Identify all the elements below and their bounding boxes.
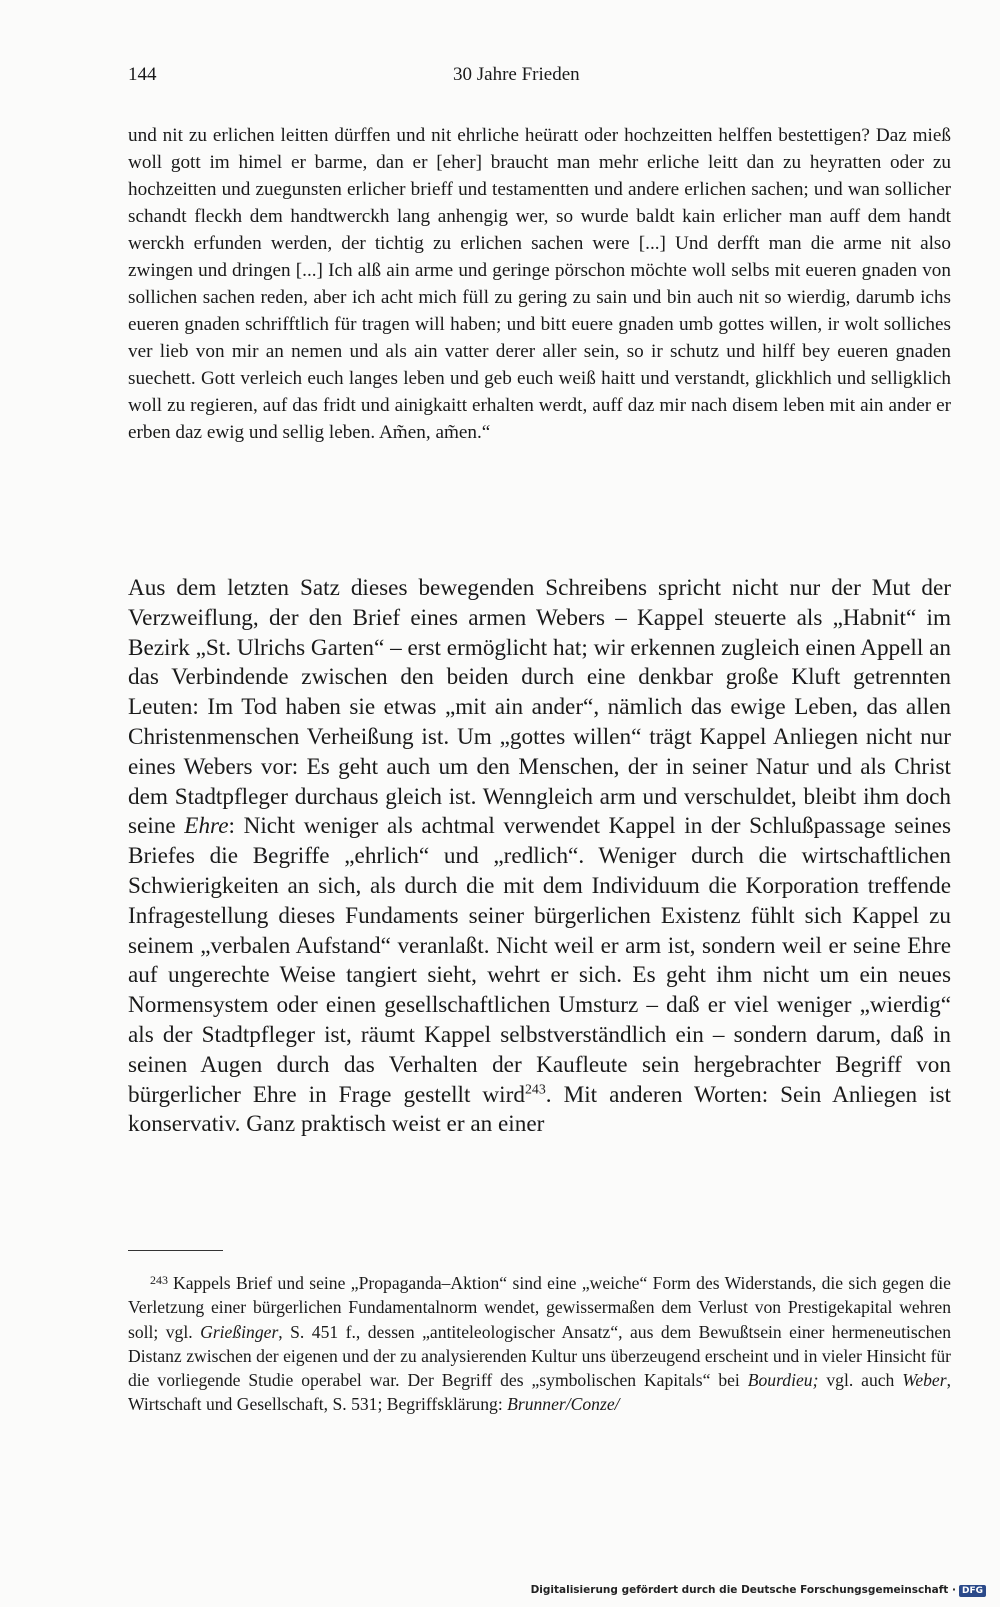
author-name: Weber: [902, 1370, 947, 1391]
author-name: Grießinger: [200, 1321, 279, 1342]
running-title: 30 Jahre Frieden: [453, 64, 580, 85]
page-header: [128, 64, 954, 94]
body-text-part: Aus dem letzten Satz dieses bewegenden Schreibens spricht nicht nur der Mut der Verzweiflung, der den Brief eines armen Webers – Kappel steuerte als „Habnit“ im Bezirk „St. Ulrichs Garten“ – erst ermöglicht hat; wir erkennen zugleich einen Appell an das Verbindende zwischen den beiden durch eine denkbar große Kluft getrennten Leuten: Im Tod haben sie etwas „mit ain ander“, nämlich das ewige Leben, das allen Christenmenschen Verheißung ist. Um „gottes willen“ trägt Kappel Anliegen nicht nur eines Webers vor: Es geht auch um den Menschen, der in seiner Natur und als Christ dem Stadtpfleger durchaus gleich ist. Wenngleich arm und verschuldet, bleibt ihm doch seine: [128, 575, 951, 840]
footnote-separator: [128, 1250, 223, 1251]
body-paragraph: [128, 574, 951, 1140]
body-text-part: : Nicht weniger als achtmal verwendet Kappel in der Schlußpassage seines Briefes die Begriffe „ehrlich“ und „redlich“. Weniger durch die wirtschaftlichen Schwierigkeiten an sich, als durch die mit dem Individuum die Korporation treffende Infragestellung dieses Fundaments seiner bürgerlichen Existenz fühlt sich Kappel zu seinem „verbalen Aufstand“ veranlaßt. Nicht weil er arm ist, sondern weil er seine Ehre auf ungerechte Weise tangiert sieht, wehrt er sich. Es geht ihm nicht um ein neues Normensystem oder einen gesellschaftlichen Umsturz – daß er viel weniger „wierdig“ als der Stadtpfleger ist, räumt Kappel selbstverständlich ein – sondern darum, daß in seinen Augen durch das Verhalten der Kaufleute sein hergebrachter Begriff von bürgerlicher Ehre in Frage gestellt wird: [128, 813, 951, 1108]
footnote-text: Kappels Brief und seine „Propaganda–Aktion“ sind eine „weiche“ Form des Widerstands, die sich gegen die Verletzung einer bürgerlichen Fundamentalnorm wendet, gewissermaßen dem Verlust von Prestigekapital wehren soll; vgl.: [128, 1273, 951, 1342]
footnote-text: vgl. auch: [818, 1370, 903, 1391]
author-name: Bourdieu;: [747, 1370, 819, 1391]
footnote-text: , S. 451 f., dessen „antiteleologischer Ansatz“, aus dem Bewußtsein einer hermeneutischen Distanz zwischen der eigenen und der zu analysierenden Kultur uns überzeugend erscheint und in vieler Hinsicht für die vorliegende Studie operabel war. Der Begriff des „symbolischen Kapitals“ bei: [128, 1321, 951, 1391]
dfg-logo: DFG: [959, 1585, 986, 1597]
footnote: [128, 1268, 951, 1417]
footnote-number: 243: [150, 1273, 168, 1287]
block-quote: und nit zu erlichen leitten dürffen und nit ehrliche heüratt oder hochzeitten helffen bestettigen? Daz mieß woll gott im himel er barme, dan er [eher] braucht man mehr erliche leitt dan zu heyratten oder zu hochzeitten und zuegunsten erlicher brieff und testamentten und andere erlichen sachen; und wan sollicher schandt fleckh dem handtwerckh lang anhengig wer, so wurde baldt kain erlicher man auff dem handt werckh erfunden werden, der tichtig zu erlichen sachen were [...] Und derfft man die arme nit also zwingen und dringen [...] Ich alß ain arme und geringe pörschon möchte woll selbs mit eueren gnaden von sollichen sachen reden, aber ich acht mich füll zu gering zu sain und bin auch nit so wierdig, darumb ichs eueren gnaden schrifftlich für tragen will haben; und bitt euere gnaden umb gottes willen, ir wolt solliches ver lieb von mir an nemen und als ain vatter derer aller sein, so ir schutz und hilff bey eueren gnaden suechett. Gott verleich euch langes leben und geb euch weiß haitt und verstandt, glickhlich und selligklich woll zu regieren, auf das fridt und ainigkaitt erhalten werdt, auff daz mir nach disem leben mit ain ander er erben daz ewig und sellig leben. Am̃en, am̃en.“: [128, 125, 951, 443]
author-name: Brunner/Conze/: [507, 1394, 620, 1415]
credit-text: Digitalisierung gefördert durch die Deutsche Forschungsgemeinschaft ·: [530, 1584, 956, 1596]
digitization-credit: [531, 1584, 986, 1597]
emphasized-term: Ehre: [184, 813, 229, 840]
page-number: 144: [128, 64, 157, 85]
body-text-part: . Mit anderen Worten: Sein Anliegen ist konservativ. Ganz praktisch weist er an einer: [128, 1081, 951, 1138]
footnote-text: , Wirtschaft und Gesellschaft, S. 531; Begriffsklärung:: [128, 1370, 951, 1415]
footnote-reference[interactable]: 243: [524, 1081, 546, 1097]
